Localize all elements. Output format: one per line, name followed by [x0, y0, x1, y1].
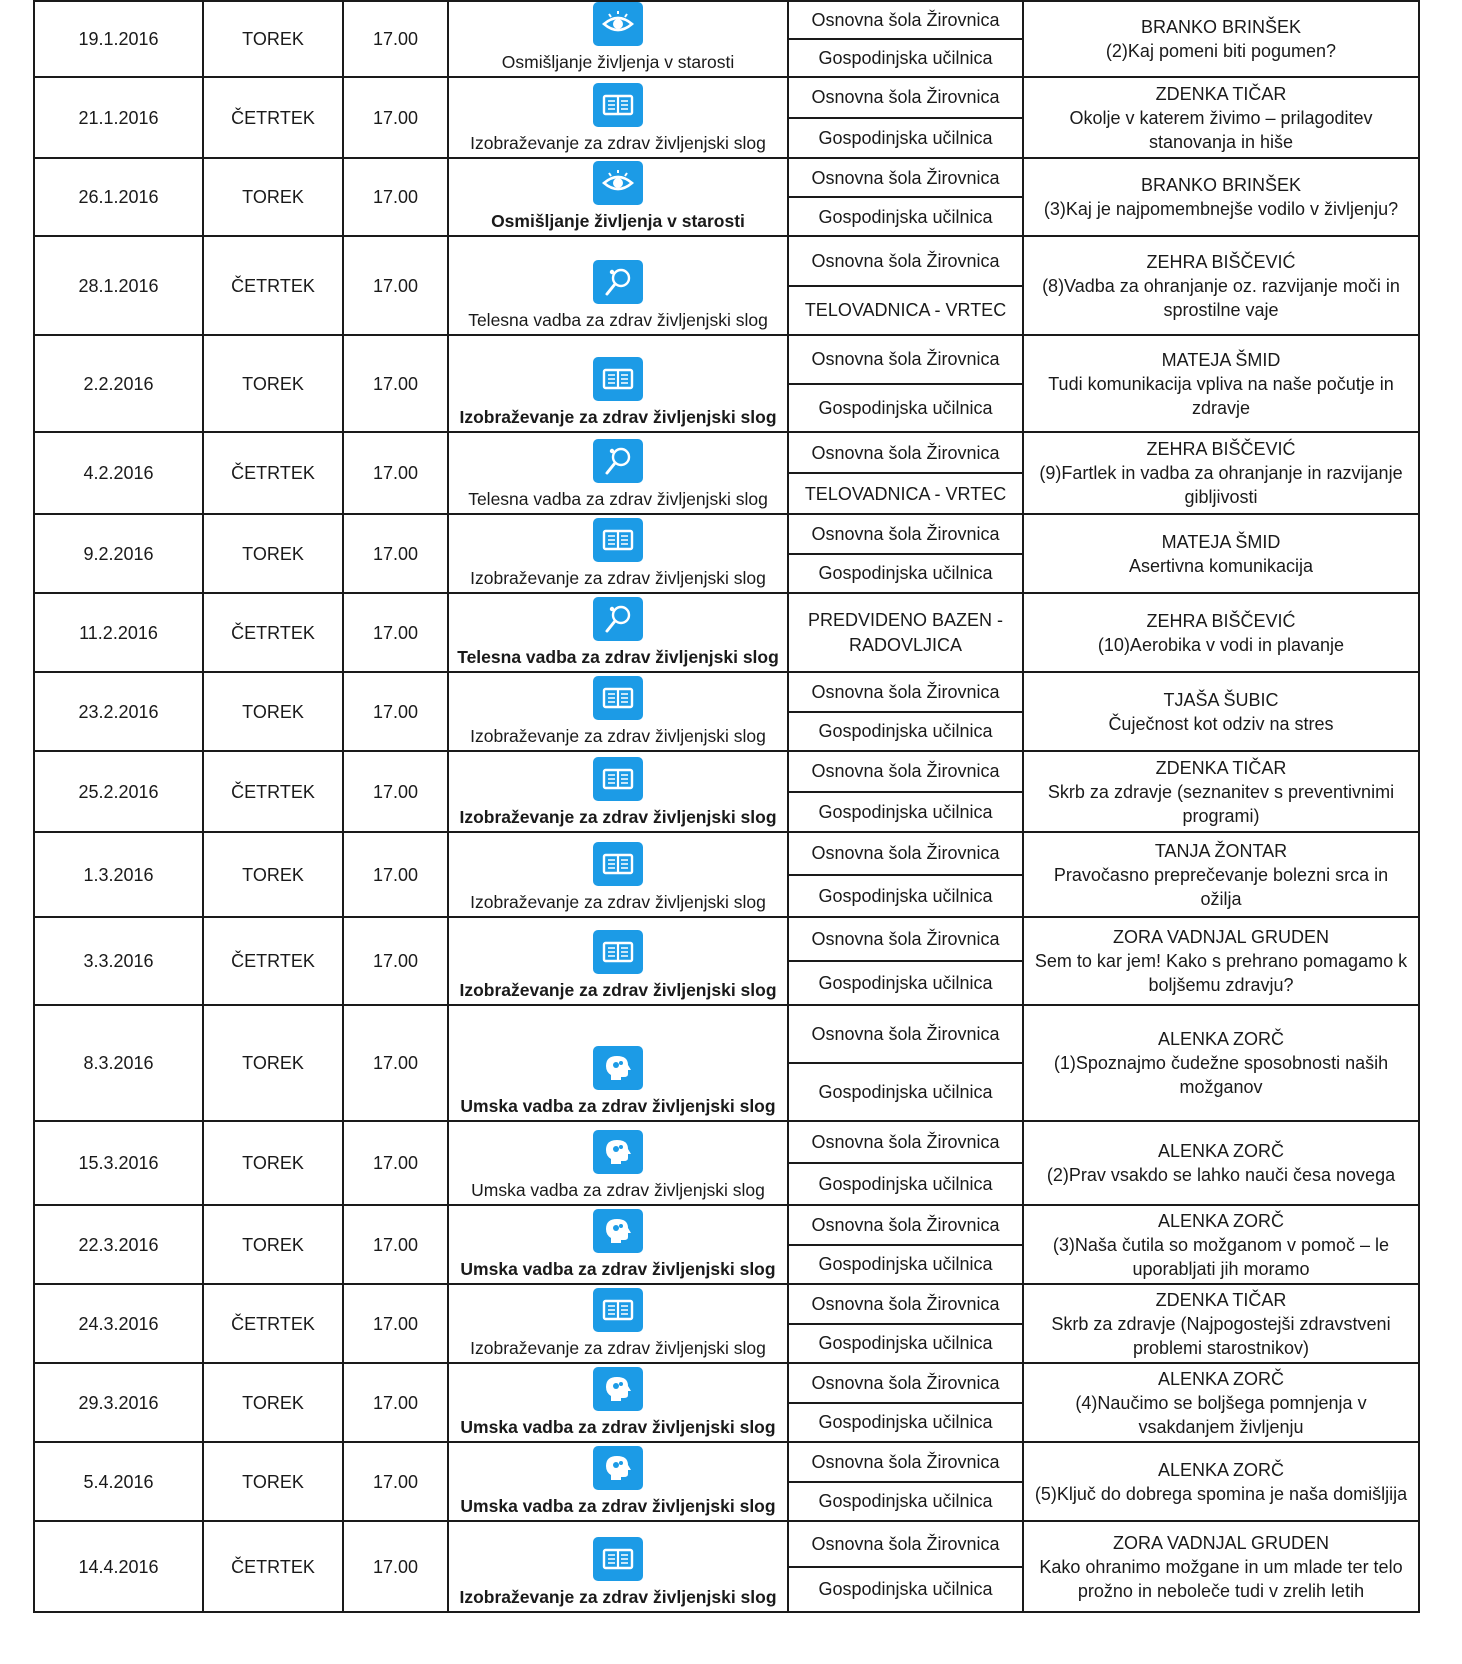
program-cell — [448, 917, 788, 1005]
program-wrap — [449, 594, 787, 671]
time-cell: 17.00 — [343, 1205, 448, 1284]
location-list — [789, 2, 1022, 76]
lecturer-name: ZEHRA BIŠČEVIĆ — [1146, 251, 1296, 272]
lecture-cell — [1023, 832, 1419, 917]
location-list — [789, 1364, 1022, 1441]
table-row — [34, 593, 1419, 672]
location-item: Gospodinjska učilnica — [789, 383, 1022, 432]
lecturer-name: MATEJA ŠMID — [1161, 349, 1281, 370]
time-cell: 17.00 — [343, 1005, 448, 1121]
location-item: Gospodinjska učilnica — [789, 1062, 1022, 1120]
table-row — [34, 514, 1419, 593]
location-list — [789, 752, 1022, 831]
date-cell: 1.3.2016 — [34, 832, 203, 917]
day-cell: TOREK — [203, 1205, 343, 1284]
program-cell — [448, 1005, 788, 1121]
lecturer-name: ZORA VADNJAL GRUDEN — [1112, 1532, 1330, 1553]
lecture-cell — [1023, 1284, 1419, 1363]
time-cell: 17.00 — [343, 1363, 448, 1442]
lecture-cell — [1023, 751, 1419, 832]
program-wrap — [449, 673, 787, 750]
book-icon — [593, 518, 643, 562]
lecturer-name: TJAŠA ŠUBIC — [1163, 689, 1279, 710]
date-cell: 24.3.2016 — [34, 1284, 203, 1363]
location-item: Osnovna šola Žirovnica — [811, 1293, 1000, 1314]
location-item: Gospodinjska učilnica — [789, 960, 1022, 1004]
lecture-topic: (5)Ključ do dobrega spomina je naša domišljija — [1034, 1483, 1408, 1504]
date-cell: 23.2.2016 — [34, 672, 203, 751]
time-cell: 17.00 — [343, 1284, 448, 1363]
date-cell: 11.2.2016 — [34, 593, 203, 672]
day-cell: ČETRTEK — [203, 1521, 343, 1612]
location-list — [789, 833, 1022, 916]
location-cell — [788, 917, 1023, 1005]
lecture-cell — [1023, 158, 1419, 236]
location-item: Gospodinjska učilnica — [789, 553, 1022, 593]
lecture-cell — [1023, 514, 1419, 593]
location-cell — [788, 1442, 1023, 1521]
program-wrap — [449, 1285, 787, 1362]
table-row — [34, 432, 1419, 514]
date-cell: 3.3.2016 — [34, 917, 203, 1005]
program-cell — [448, 1, 788, 77]
date-cell: 15.3.2016 — [34, 1121, 203, 1205]
time-cell: 17.00 — [343, 832, 448, 917]
table-row — [34, 917, 1419, 1005]
location-item: Gospodinjska učilnica — [789, 711, 1022, 751]
location-cell — [788, 1205, 1023, 1284]
day-cell: ČETRTEK — [203, 593, 343, 672]
lecturer-name: ALENKA ZORČ — [1157, 1210, 1285, 1231]
lecturer-name: ZDENKA TIČAR — [1155, 83, 1287, 104]
program-label: Umska vadba za zdrav življenjski slog — [471, 1180, 765, 1200]
day-cell: TOREK — [203, 514, 343, 593]
program-label: Izobraževanje za zdrav življenjski slog — [470, 1338, 766, 1358]
book-icon — [593, 357, 643, 401]
book-icon — [593, 842, 643, 886]
table-row — [34, 1521, 1419, 1612]
date-cell: 19.1.2016 — [34, 1, 203, 77]
exercise-icon — [593, 439, 643, 483]
program-label: Izobraževanje za zdrav življenjski slog — [470, 892, 766, 912]
date-cell: 29.3.2016 — [34, 1363, 203, 1442]
lecturer-name: MATEJA ŠMID — [1161, 531, 1281, 552]
location-cell — [788, 593, 1023, 672]
brain-icon — [593, 1446, 643, 1490]
location-cell — [788, 1121, 1023, 1205]
program-wrap — [449, 237, 787, 334]
day-cell: TOREK — [203, 1121, 343, 1205]
lecture-topic: (8)Vadba za ohranjanje oz. razvijanje moči in sprostilne vaje — [1042, 275, 1400, 320]
lecture-cell — [1023, 1, 1419, 77]
table-row — [34, 1, 1419, 77]
program-cell — [448, 593, 788, 672]
location-cell — [788, 1521, 1023, 1612]
program-wrap — [449, 515, 787, 592]
program-label: Umska vadba za zdrav življenjski slog — [460, 1259, 776, 1279]
day-cell: ČETRTEK — [203, 751, 343, 832]
time-cell: 17.00 — [343, 1521, 448, 1612]
table-row — [34, 236, 1419, 335]
time-cell: 17.00 — [343, 432, 448, 514]
location-item: Osnovna šola Žirovnica — [811, 1024, 1000, 1044]
lecture-topic: Čuječnost kot odziv na stres — [1108, 713, 1334, 734]
program-label: Telesna vadba za zdrav življenjski slog — [468, 489, 768, 509]
schedule-table — [33, 0, 1420, 1613]
location-list — [789, 673, 1022, 750]
program-cell — [448, 832, 788, 917]
lecture-cell — [1023, 1442, 1419, 1521]
location-item: Osnovna šola Žirovnica — [811, 1214, 1000, 1235]
book-icon — [593, 1288, 643, 1332]
location-item: Osnovna šola Žirovnica — [811, 1372, 1000, 1393]
location-item: Gospodinjska učilnica — [789, 1323, 1022, 1363]
exercise-icon — [593, 260, 643, 304]
day-cell: ČETRTEK — [203, 432, 343, 514]
program-cell — [448, 158, 788, 236]
book-icon — [593, 930, 643, 974]
program-cell — [448, 1121, 788, 1205]
day-cell: TOREK — [203, 158, 343, 236]
lecture-topic: (4)Naučimo se boljšega pomnjenja v vsakdanjem življenju — [1075, 1392, 1367, 1437]
location-item: Gospodinjska učilnica — [789, 1162, 1022, 1204]
date-cell: 26.1.2016 — [34, 158, 203, 236]
book-icon — [593, 1537, 643, 1581]
location-item: Gospodinjska učilnica — [789, 38, 1022, 76]
time-cell: 17.00 — [343, 672, 448, 751]
lecture-topic: (3)Naša čutila so možganom v pomoč – le uporabljati jih moramo — [1052, 1234, 1390, 1279]
exercise-icon — [593, 597, 643, 641]
location-cell — [788, 1284, 1023, 1363]
location-item: Osnovna šola Žirovnica — [811, 761, 1000, 782]
location-item: Osnovna šola Žirovnica — [811, 681, 1000, 702]
lecture-cell — [1023, 672, 1419, 751]
lecturer-name: ZEHRA BIŠČEVIĆ — [1146, 610, 1296, 631]
lecture-topic: (3)Kaj je najpomembnejše vodilo v življenju? — [1043, 199, 1399, 219]
location-list — [789, 1122, 1022, 1204]
location-cell — [788, 751, 1023, 832]
program-wrap — [449, 433, 787, 513]
location-cell — [788, 1005, 1023, 1121]
lecture-topic: Tudi komunikacija vpliva na naše počutje in zdravje — [1048, 373, 1394, 418]
location-list — [789, 336, 1022, 431]
table-row — [34, 1205, 1419, 1284]
program-wrap — [449, 1122, 787, 1204]
lecture-topic: (2)Prav vsakdo se lahko nauči česa novega — [1046, 1165, 1396, 1185]
program-wrap — [449, 159, 787, 235]
time-cell: 17.00 — [343, 593, 448, 672]
location-cell — [788, 672, 1023, 751]
program-cell — [448, 236, 788, 335]
table-row — [34, 335, 1419, 432]
time-cell: 17.00 — [343, 158, 448, 236]
location-item: Gospodinjska učilnica — [789, 1566, 1022, 1612]
table-row — [34, 832, 1419, 917]
day-cell: ČETRTEK — [203, 77, 343, 158]
time-cell: 17.00 — [343, 236, 448, 335]
program-wrap — [449, 2, 787, 76]
location-item: Osnovna šola Žirovnica — [811, 442, 1000, 463]
location-item: Osnovna šola Žirovnica — [811, 250, 1000, 271]
program-cell — [448, 335, 788, 432]
eye-icon — [593, 2, 643, 46]
location-list — [789, 1443, 1022, 1520]
program-label: Izobraževanje za zdrav življenjski slog — [470, 133, 766, 153]
location-item: Gospodinjska učilnica — [789, 117, 1022, 158]
table-row — [34, 672, 1419, 751]
program-wrap — [449, 1364, 787, 1441]
location-item: Osnovna šola Žirovnica — [811, 523, 1000, 544]
program-label: Umska vadba za zdrav življenjski slog — [460, 1096, 776, 1116]
table-row — [34, 1121, 1419, 1205]
lecture-cell — [1023, 1121, 1419, 1205]
lecture-topic: (10)Aerobika v vodi in plavanje — [1097, 634, 1345, 655]
lecturer-name: ZDENKA TIČAR — [1155, 757, 1287, 778]
lecture-topic: Sem to kar jem! Kako s prehrano pomagamo k boljšemu zdravju? — [1034, 951, 1408, 995]
program-label: Umska vadba za zdrav življenjski slog — [460, 1496, 776, 1516]
brain-icon — [593, 1367, 643, 1411]
lecture-topic: Asertivna komunikacija — [1128, 555, 1314, 576]
time-cell: 17.00 — [343, 335, 448, 432]
program-label: Umska vadba za zdrav življenjski slog — [460, 1417, 776, 1437]
location-item: Osnovna šola Žirovnica — [811, 1533, 1000, 1554]
day-cell: ČETRTEK — [203, 1284, 343, 1363]
program-label: Izobraževanje za zdrav življenjski slog — [459, 807, 777, 827]
location-item: Gospodinjska učilnica — [789, 1481, 1022, 1521]
lecturer-name: TANJA ŽONTAR — [1154, 840, 1288, 861]
program-label: Telesna vadba za zdrav življenjski slog — [468, 310, 768, 330]
program-label: Izobraževanje za zdrav življenjski slog — [459, 407, 777, 427]
location-cell — [788, 335, 1023, 432]
lecturer-name: ZORA VADNJAL GRUDEN — [1112, 927, 1330, 947]
program-wrap — [449, 918, 787, 1004]
program-wrap — [449, 1443, 787, 1520]
lecture-topic: (9)Fartlek in vadba za ohranjanje in razvijanje gibljivosti — [1039, 463, 1403, 507]
program-label: Osmišljanje življenja v starosti — [501, 52, 735, 72]
location-item: PREDVIDENO BAZEN - RADOVLJICA — [807, 609, 1004, 655]
lecture-cell — [1023, 335, 1419, 432]
table-row — [34, 1363, 1419, 1442]
program-wrap — [449, 833, 787, 916]
program-cell — [448, 672, 788, 751]
program-wrap — [449, 1522, 787, 1611]
brain-icon — [593, 1130, 643, 1174]
location-cell — [788, 158, 1023, 236]
lecture-cell — [1023, 1205, 1419, 1284]
table-row — [34, 1005, 1419, 1121]
lecture-cell — [1023, 1521, 1419, 1612]
program-cell — [448, 1284, 788, 1363]
brain-icon — [593, 1046, 643, 1090]
program-label: Izobraževanje za zdrav življenjski slog — [459, 980, 777, 1000]
program-wrap — [449, 752, 787, 831]
location-cell — [788, 236, 1023, 335]
location-item: Gospodinjska učilnica — [789, 1244, 1022, 1284]
table-row — [34, 77, 1419, 158]
location-item: TELOVADNICA - VRTEC — [789, 472, 1022, 513]
date-cell: 14.4.2016 — [34, 1521, 203, 1612]
location-list — [789, 1006, 1022, 1120]
day-cell: TOREK — [203, 1363, 343, 1442]
table-row — [34, 751, 1419, 832]
book-icon — [593, 676, 643, 720]
day-cell: ČETRTEK — [203, 236, 343, 335]
lecture-cell — [1023, 1005, 1419, 1121]
location-list — [789, 1285, 1022, 1362]
program-label: Telesna vadba za zdrav življenjski slog — [457, 647, 779, 667]
lecturer-name: ZEHRA BIŠČEVIĆ — [1146, 439, 1296, 459]
lecturer-name: ALENKA ZORČ — [1157, 1459, 1285, 1480]
day-cell: TOREK — [203, 672, 343, 751]
location-cell — [788, 1, 1023, 77]
date-cell: 21.1.2016 — [34, 77, 203, 158]
location-item: Gospodinjska učilnica — [789, 1402, 1022, 1442]
program-cell — [448, 514, 788, 593]
date-cell: 9.2.2016 — [34, 514, 203, 593]
lecture-topic: Okolje v katerem živimo – prilagoditev stanovanja in hiše — [1069, 107, 1373, 152]
location-item: Osnovna šola Žirovnica — [811, 87, 1000, 108]
location-item: Osnovna šola Žirovnica — [811, 1451, 1000, 1472]
table-row — [34, 1284, 1419, 1363]
date-cell: 22.3.2016 — [34, 1205, 203, 1284]
program-label: Izobraževanje za zdrav življenjski slog — [470, 726, 766, 746]
location-cell — [788, 514, 1023, 593]
location-item: Gospodinjska učilnica — [789, 791, 1022, 832]
location-list — [789, 1522, 1022, 1611]
lecturer-name: ALENKA ZORČ — [1157, 1029, 1285, 1049]
location-cell — [788, 832, 1023, 917]
lecture-cell — [1023, 1363, 1419, 1442]
day-cell: TOREK — [203, 335, 343, 432]
lecture-topic: Skrb za zdravje (seznanitev s preventivnimi programi) — [1047, 781, 1395, 826]
time-cell: 17.00 — [343, 917, 448, 1005]
lecture-topic: Pravočasno preprečevanje bolezni srca in ožilja — [1053, 864, 1389, 909]
time-cell: 17.00 — [343, 1121, 448, 1205]
program-wrap — [449, 78, 787, 157]
day-cell: ČETRTEK — [203, 917, 343, 1005]
lecture-topic: (1)Spoznajmo čudežne sposobnosti naših možganov — [1053, 1053, 1389, 1097]
program-cell — [448, 77, 788, 158]
lecture-cell — [1023, 593, 1419, 672]
location-list — [789, 78, 1022, 157]
program-label: Izobraževanje za zdrav življenjski slog — [459, 1587, 777, 1607]
program-label: Osmišljanje življenja v starosti — [491, 211, 745, 231]
location-item: Osnovna šola Žirovnica — [811, 167, 1000, 188]
location-cell — [788, 1363, 1023, 1442]
lecturer-name: ZDENKA TIČAR — [1155, 1289, 1287, 1310]
program-cell — [448, 432, 788, 514]
program-cell — [448, 1442, 788, 1521]
program-cell — [448, 1363, 788, 1442]
time-cell: 17.00 — [343, 77, 448, 158]
location-list — [789, 159, 1022, 235]
day-cell: TOREK — [203, 1005, 343, 1121]
time-cell: 17.00 — [343, 514, 448, 593]
table-row — [34, 1442, 1419, 1521]
program-cell — [448, 1521, 788, 1612]
lecture-cell — [1023, 236, 1419, 335]
date-cell: 28.1.2016 — [34, 236, 203, 335]
lecture-cell — [1023, 917, 1419, 1005]
location-item: TELOVADNICA - VRTEC — [789, 285, 1022, 335]
lecturer-name: ALENKA ZORČ — [1157, 1368, 1285, 1389]
book-icon — [593, 757, 643, 801]
location-list — [789, 515, 1022, 592]
lecture-topic: (2)Kaj pomeni biti pogumen? — [1105, 41, 1337, 61]
lecture-topic: Kako ohranimo možgane in um mlade ter telo prožno in neboleče tudi v zrelih letih — [1039, 1556, 1403, 1601]
location-list — [789, 1206, 1022, 1283]
location-list — [789, 433, 1022, 513]
location-item: Osnovna šola Žirovnica — [811, 10, 1000, 30]
time-cell: 17.00 — [343, 751, 448, 832]
lecture-topic: Skrb za zdravje (Najpogostejši zdravstveni problemi starostnikov) — [1051, 1313, 1391, 1358]
date-cell: 4.2.2016 — [34, 432, 203, 514]
location-cell — [788, 432, 1023, 514]
day-cell: TOREK — [203, 1442, 343, 1521]
lecturer-name: ALENKA ZORČ — [1157, 1141, 1285, 1161]
time-cell: 17.00 — [343, 1, 448, 77]
date-cell: 2.2.2016 — [34, 335, 203, 432]
date-cell: 5.4.2016 — [34, 1442, 203, 1521]
program-cell — [448, 1205, 788, 1284]
location-item: Osnovna šola Žirovnica — [811, 929, 1000, 949]
date-cell: 8.3.2016 — [34, 1005, 203, 1121]
time-cell: 17.00 — [343, 1442, 448, 1521]
program-wrap — [449, 1006, 787, 1120]
program-cell — [448, 751, 788, 832]
lecturer-name: BRANKO BRINŠEK — [1140, 175, 1302, 195]
location-list — [789, 918, 1022, 1004]
location-item: Osnovna šola Žirovnica — [811, 843, 1000, 864]
schedule-body — [34, 1, 1419, 1612]
brain-icon — [593, 1209, 643, 1253]
location-cell — [788, 77, 1023, 158]
program-wrap — [449, 336, 787, 431]
location-item: Osnovna šola Žirovnica — [811, 1132, 1000, 1152]
location-item: Osnovna šola Žirovnica — [811, 349, 1000, 370]
table-row — [34, 158, 1419, 236]
lecturer-name: BRANKO BRINŠEK — [1140, 17, 1302, 37]
eye-icon — [593, 161, 643, 205]
day-cell: TOREK — [203, 1, 343, 77]
location-list — [789, 237, 1022, 334]
program-label: Izobraževanje za zdrav življenjski slog — [470, 568, 766, 588]
book-icon — [593, 83, 643, 127]
lecture-cell — [1023, 77, 1419, 158]
program-wrap — [449, 1206, 787, 1283]
date-cell: 25.2.2016 — [34, 751, 203, 832]
location-item: Gospodinjska učilnica — [789, 874, 1022, 917]
location-item: Gospodinjska učilnica — [789, 196, 1022, 235]
day-cell: TOREK — [203, 832, 343, 917]
lecture-cell — [1023, 432, 1419, 514]
